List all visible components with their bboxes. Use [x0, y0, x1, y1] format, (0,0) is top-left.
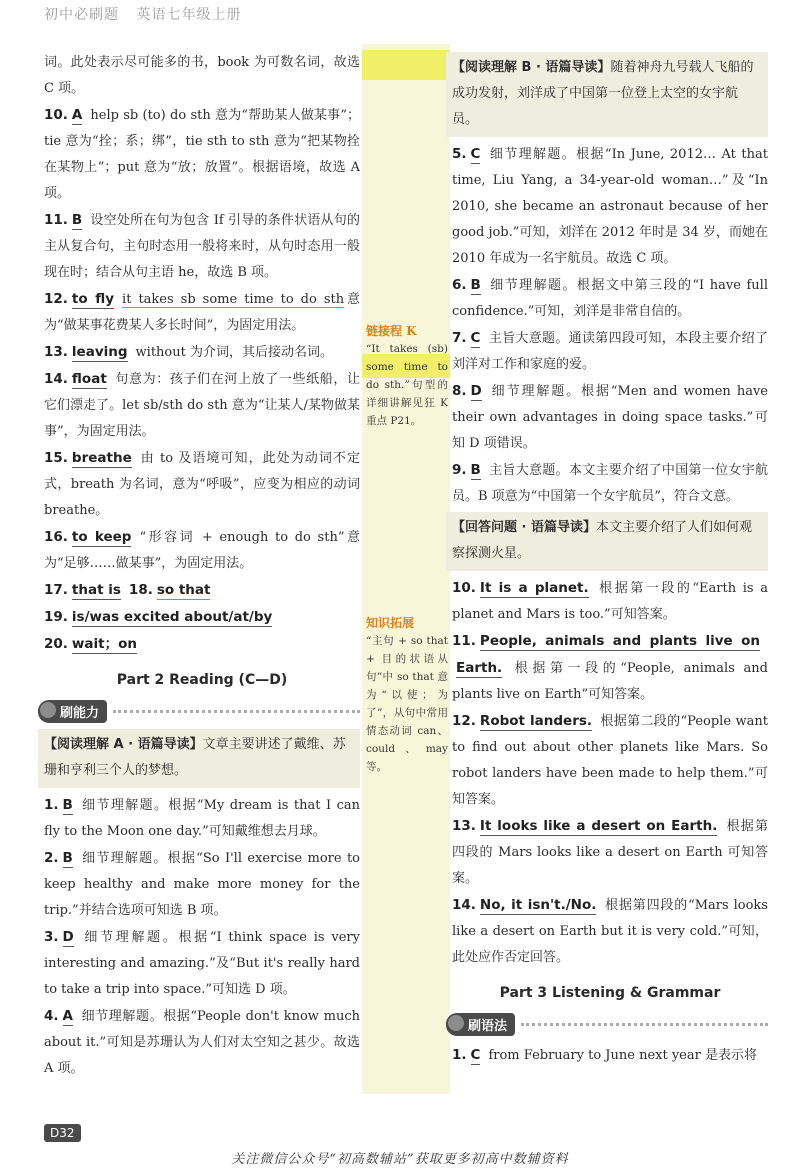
side-note-knowledge [366, 614, 448, 776]
margin-highlight [362, 50, 450, 80]
answer-item: 7. C 主旨大意题。通读第四段可知，本段主要介绍了刘洋对工作和家庭的爱。 [452, 330, 768, 372]
answer-item: 8. D 细节理解题。根据“Men and women have their own advantages in doing space tasks.”可知 D 项错误。 [452, 383, 768, 451]
passage-guide-box [446, 52, 768, 137]
answer-key: C [470, 330, 481, 346]
section-title: Part 3 Listening & Grammar [499, 985, 721, 1001]
dotted-divider [521, 1023, 768, 1026]
answer-key: Robot landers. [479, 713, 593, 729]
section-tag-bar [38, 700, 360, 723]
section-title: Part 2 Reading (C—D) [116, 672, 288, 688]
side-note-text: “It takes (sb) some time to do sth.”句型的详细讲解见狂 K 重点 P21。 [366, 343, 448, 427]
answer-key: B [470, 462, 481, 478]
footer-note: 关注微信公众号“初高数辅站”获取更多初高中数辅资料 [231, 1152, 569, 1167]
answer-item: 15. breathe 由 to 及语境可知，此处为动词不定式，breath 为名词，意为“呼吸”，应变为相应的动词 breathe。 [44, 450, 360, 518]
guide-text: 文章主要讲述了戴维、苏珊和亨利三个人的梦想。 [44, 737, 346, 778]
answer-item: 11. People, animals and plants live on Earth. 根据第一段的“People, animals and plants live on Earth”可知答案。 [452, 633, 768, 702]
answer-item: 2. B 细节理解题。根据“So I'll exercise more to keep healthy and make more money for the trip.”并结合选项可知选 B 项。 [44, 850, 360, 918]
answer-key: C [470, 1047, 481, 1063]
passage-guide-box [446, 512, 768, 571]
passage-guide-box [38, 729, 360, 788]
answer-key: Earth. [456, 660, 503, 676]
answer-item: 14. float 句意为：孩子们在河上放了一些纸船，让它们漂走了。let sb/sth do sth 意为“让某人/某物做某事”，为固定用法。 [44, 371, 360, 439]
answer-key: A [71, 107, 83, 123]
answer-key: wait；on [71, 636, 137, 652]
answer-item: 6. B 细节理解题。根据文中第三段的“I have full confidence.”可知，刘洋是非常自信的。 [452, 277, 768, 319]
answer-item: 12. to fly it takes sb some time to do sth意为“做某事花费某人多长时间”，为固定用法。 [44, 291, 361, 333]
right-column [452, 50, 768, 1069]
practice-tag: 刷语法 [446, 1013, 515, 1036]
margin-note-column [362, 44, 450, 1094]
answer-item: 1. B 细节理解题。根据“My dream is that I can fly to the Moon one day.”可知戴维想去月球。 [44, 797, 360, 839]
answer-item: 10. It is a planet. 根据第一段的“Earth is a planet and Mars is too.”可知答案。 [452, 580, 768, 622]
section-tag-bar [446, 1013, 768, 1036]
practice-tag: 刷能力 [38, 700, 107, 723]
answer-item: 9. B 主旨大意题。本文主要介绍了中国第一位女宇航员。B 项意为“中国第一个女宇航员”，符合文意。 [452, 462, 768, 504]
answer-key: leaving [71, 344, 128, 360]
answer-item: 4. A 细节理解题。根据“People don't know much about it.”可知是苏珊认为人们对太空知之甚少。故选 A 项。 [44, 1008, 360, 1076]
page-number: D32 [44, 1124, 81, 1142]
side-note-link [366, 322, 448, 430]
answer-item: 10. A help sb (to) do sth 意为“帮助某人做某事”；tie 意为“拴；系；绑”，tie sth to sth 意为“把某物拴在某物上”；put 意为“放；放置”。根据语境，故选 A 项。 [44, 107, 360, 201]
answer-item: 14. No, it isn't./No. 根据第四段的“Mars looks like a desert on Earth but it is very cold.”可知，此处应作否定回答。 [452, 897, 768, 965]
answer-key: D [470, 383, 482, 399]
side-note-title: 知识拓展 [366, 616, 415, 630]
answer-key: B [62, 850, 73, 866]
guide-text: 本文主要介绍了人们如何观察探测火星。 [452, 520, 753, 561]
answer-key: to fly [71, 291, 115, 307]
answer-key: It is a planet. [479, 580, 589, 596]
continued-text: 词。此处表示尽可能多的书，book 为可数名词，故选 C 项。 [44, 55, 360, 96]
side-note-title: 链接程 K [366, 324, 417, 338]
series-title: 初中必刷题 [44, 7, 119, 23]
answer-key: float [71, 371, 107, 387]
answer-item: 1. C from February to June next year 是表示将 [452, 1047, 757, 1063]
side-note-text: “主句 + so that + 目的状语从句”中 so that 意为“以使；为了”，从句中常用情态动词 can、could、may 等。 [366, 635, 448, 773]
left-column [44, 50, 360, 1082]
page-header [44, 4, 253, 24]
answer-key: C [470, 146, 481, 162]
answer-key: A [62, 1008, 73, 1024]
answer-item: 13. leaving without 为介词，其后接动名词。 [44, 344, 333, 360]
guide-label: 【阅读理解 B · 语篇导读】 [452, 60, 611, 75]
answer-key: is/was excited about/at/by [71, 609, 273, 625]
answer-item: 3. D 细节理解题。根据“I think space is very interesting and amazing.”及“But it's really hard to take a trip into space.”可知选 D 项。 [44, 929, 360, 997]
answer-item: 17. that is 18. so that [44, 582, 211, 598]
answer-key: It looks like a desert on Earth. [479, 818, 718, 834]
dotted-divider [113, 710, 360, 713]
guide-label: 【回答问题 · 语篇导读】 [452, 520, 596, 535]
guide-label: 【阅读理解 A · 语篇导读】 [44, 737, 203, 752]
answer-item: 11. B 设空处所在句为包含 If 引导的条件状语从句的主从复合句，主句时态用一般将来时，从句时态用一般现在时；结合从句主语 he，故选 B 项。 [44, 212, 360, 280]
answer-key: D [62, 929, 74, 945]
answer-key: B [71, 212, 83, 228]
answer-key: that is [71, 582, 121, 598]
guide-text: 随着神舟九号载人飞船的成功发射，刘洋成了中国第一位登上太空的女宇航员。 [452, 60, 754, 127]
subject-title: 英语七年级上册 [136, 7, 242, 23]
answer-key: No, it isn't./No. [479, 897, 597, 913]
linked-phrase: it takes sb some time to do sth [122, 292, 345, 307]
answer-key: B [470, 277, 481, 293]
answer-item: 13. It looks like a desert on Earth. 根据第四段的 Mars looks like a desert on Earth 可知答案。 [452, 818, 768, 886]
answer-item: 12. Robot landers. 根据第二段的“People want to find out about other planets like Mars. So robot landers have been made to help them.”可知答案。 [452, 713, 768, 807]
answer-key: so that [156, 582, 211, 598]
answer-key: People, animals and plants live on [479, 633, 760, 649]
answer-key: B [62, 797, 73, 813]
answer-key: to keep [71, 529, 132, 545]
answer-item: 20. wait；on [44, 636, 137, 652]
answer-key: breathe [71, 450, 132, 466]
answer-item: 16. to keep “形容词 + enough to do sth”意为“足够……做某事”，为固定用法。 [44, 529, 360, 571]
answer-item: 5. C 细节理解题。根据“In June, 2012… At that time, Liu Yang, a 34-year-old woman…”及“In 2010, she became an astronaut because of her good job.”可知，刘洋在 2012 年时是 34 岁，而她在 2010 年成为一名宇航员。故选 C 项。 [452, 146, 768, 266]
answer-item: 19. is/was excited about/at/by [44, 609, 273, 625]
